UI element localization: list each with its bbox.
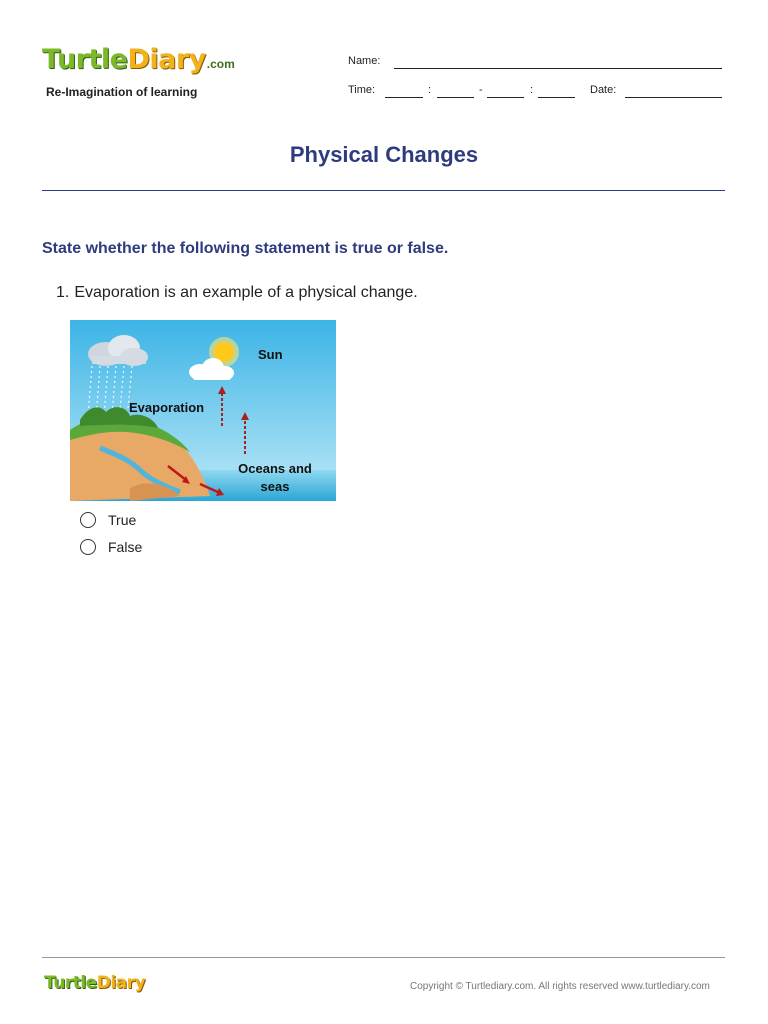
- instruction-text: State whether the following statement is true or false.: [42, 240, 449, 257]
- question-number: 1.: [56, 284, 70, 301]
- option-false[interactable]: [80, 537, 142, 557]
- logo-suffix: .com: [206, 57, 235, 71]
- option-label: True: [108, 512, 137, 528]
- footer-divider: [42, 957, 725, 958]
- date-field[interactable]: [625, 97, 722, 98]
- page-title: Physical Changes: [289, 142, 479, 167]
- time-separator: :: [530, 84, 534, 96]
- time-label: Time:: [348, 84, 376, 96]
- logo-wordmark: TurtleDiary: [42, 44, 206, 75]
- time-hour-field[interactable]: [385, 97, 423, 98]
- time-separator: :: [428, 84, 432, 96]
- time-minute-end-field[interactable]: [538, 97, 575, 98]
- tagline: Re-Imagination of learning: [46, 85, 198, 99]
- footer-logo[interactable]: [44, 975, 145, 993]
- name-field[interactable]: [394, 68, 722, 69]
- copyright-text: Copyright © Turtlediary.com. All rights reserved www.turtlediary.com: [410, 981, 710, 992]
- label-seas: seas: [260, 479, 290, 494]
- date-label: Date:: [590, 84, 617, 96]
- option-label: False: [108, 539, 143, 555]
- label-oceans: Oceans and: [238, 461, 312, 476]
- question-1: [56, 284, 418, 302]
- question-text: Evaporation is an example of a physical change.: [74, 284, 418, 301]
- evaporation-illustration: [70, 320, 336, 501]
- time-minute-field[interactable]: [437, 97, 474, 98]
- title-divider: [42, 190, 725, 191]
- label-sun: Sun: [258, 347, 283, 362]
- radio-button[interactable]: [80, 512, 96, 528]
- time-separator: -: [479, 84, 483, 96]
- option-true[interactable]: [80, 510, 136, 530]
- time-hour-end-field[interactable]: [487, 97, 524, 98]
- label-evaporation: Evaporation: [129, 400, 205, 415]
- name-label: Name:: [348, 55, 381, 67]
- radio-button[interactable]: [80, 539, 96, 555]
- footer-wordmark: TurtleDiary: [44, 973, 146, 993]
